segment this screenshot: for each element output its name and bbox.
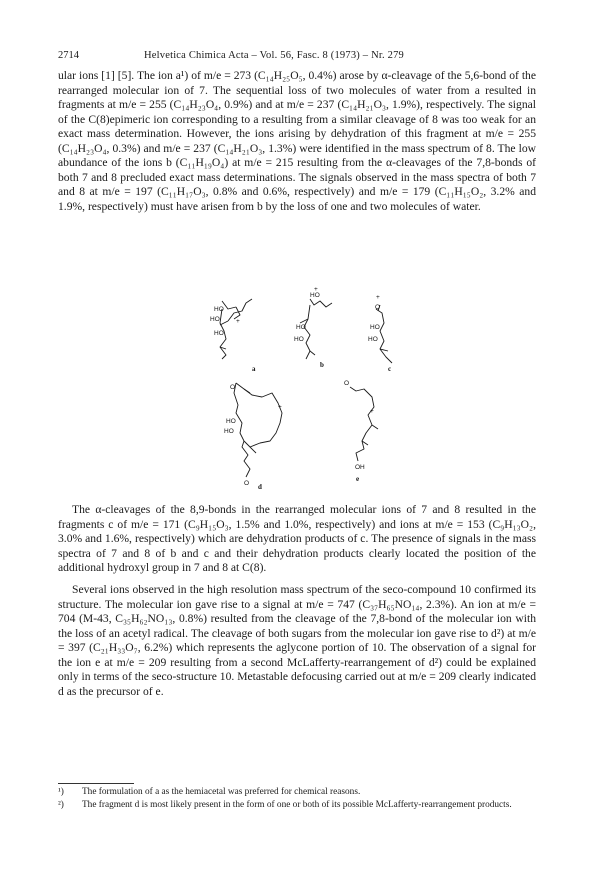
svg-text:+: +	[314, 286, 318, 293]
svg-text:+: +	[236, 318, 240, 325]
structure-figure	[150, 263, 450, 495]
svg-text:HO: HO	[214, 330, 224, 337]
structure-d	[234, 383, 282, 477]
svg-text:HO: HO	[368, 336, 378, 343]
svg-text:HO: HO	[210, 316, 220, 323]
label-b: b	[320, 361, 324, 369]
svg-text:O: O	[230, 384, 236, 391]
label-c: c	[388, 365, 392, 373]
svg-text:HO: HO	[296, 324, 306, 331]
paragraph-2: The α-cleavages of the 8,9-bonds in the rearranged molecular ions of 7 and 8 resulted in the fragments c of m/e = 171 (C₉H₁₅O₃, 1.5% and 1.0%, respectively) and ions at m/e = 153 (C₉H₁₃O₂, 3.0% and 1.6%, respectively) which are dehydration products of c. The presence of signals in the mass spectra of 7 and 8 of b and c and their dehydration products clearly located the position of the additional hydroxyl group in 7 and 8 at C(8).	[58, 503, 536, 575]
svg-text:O: O	[344, 380, 350, 387]
footnote-divider	[58, 783, 134, 784]
svg-text:HO: HO	[224, 428, 234, 435]
svg-text:O: O	[375, 304, 381, 311]
journal-title: Helvetica Chimica Acta – Vol. 56, Fasc. 8 (1973) – Nr. 279	[144, 50, 404, 61]
running-header	[58, 50, 536, 64]
svg-text:OH: OH	[355, 464, 365, 471]
label-a: a	[252, 365, 256, 373]
svg-text:HO: HO	[226, 418, 236, 425]
footnote-1-mark: ¹)	[58, 787, 64, 797]
svg-text:O: O	[244, 480, 250, 487]
svg-text:HO: HO	[370, 324, 380, 331]
label-d: d	[258, 483, 262, 491]
footnote-1-text: The formulation of a as the hemiacetal was preferred for chemical reasons.	[82, 787, 361, 797]
paragraph-1: ular ions [1] [5]. The ion a¹) of m/e = 273 (C₁₄H₂₅O₅, 0.4%) arose by α-cleavage of the 5,6-bond of the rearranged molecular ion of 7. The sequential loss of two molecules of water from a resulted in fragments at m/e = 255 (C₁₄H₂₃O₄, 0.9%) and at m/e = 237 (C₁₄H₂₁O₃, 1.9%), respectively. The signal of the C(8)epimeric ion corresponding to a resulting from a similar cleavage of 8 was too weak for an exact mass determination. However, the ions arising by dehydration of this fragment at m/e = 255 (C₁₄H₂₃O₄, 0.3%) and m/e = 237 (C₁₄H₂₁O₃, 1.3%) were identified in the mass spectrum of 8. The low abundance of the ions b (C₁₁H₁₉O₄) at m/e = 215 resulting from the α-cleavages of the 7,8-bonds of both 7 and 8 precluded exact mass determinations. The signals observed in the mass spectra of both 7 and 8 at m/e = 197 (C₁₁H₁₇O₃, 0.8% and 0.6%, respectively) and m/e = 179 (C₁₁H₁₅O₂, 3.2% and 1.9%, respectively) must have arisen from b by the loss of one and two molecules of water.	[58, 69, 536, 213]
svg-text:HO: HO	[214, 306, 224, 313]
svg-text:HO: HO	[294, 336, 304, 343]
structure-c	[376, 305, 392, 363]
footnote-2-text: The fragment d is most likely present in the form of one or both of its possible McLafferty-rearrangement products.	[82, 800, 512, 810]
structure-e	[350, 387, 378, 461]
svg-text:+: +	[370, 408, 374, 415]
svg-text:HO: HO	[310, 292, 320, 299]
paragraph-3: Several ions observed in the high resolution mass spectrum of the seco-compound 10 confirmed its structure. The molecular ion gave rise to a signal at m/e = 747 (C₃₇H₆₅NO₁₄, 2.3%). An ion at m/e = 704 (M-43, C₃₅H₆₂NO₁₃, 0.8%) resulted from the cleavage of the 7,8-bond of the molecular ion with the loss of an acetyl radical. The cleavage of both sugars from the molecular ion gave rise to d²) at m/e = 397 (C₂₁H₃₃O₇, 6.2%) which represents the aglycone portion of 10. The observation of a signal for the ion e at m/e = 209 resulting from a second McLafferty-rearrangement of d²) could be explained only in terms of the seco-structure 10. Metastable defocusing carried out at m/e = 209 clearly indicated d as the precursor of e.	[58, 583, 536, 698]
svg-text:+: +	[278, 404, 282, 411]
footnote-2-mark: ²)	[58, 800, 64, 810]
svg-text:+: +	[376, 294, 380, 301]
structure-a	[220, 299, 252, 359]
label-e: e	[356, 475, 360, 483]
page-number: 2714	[58, 50, 79, 61]
